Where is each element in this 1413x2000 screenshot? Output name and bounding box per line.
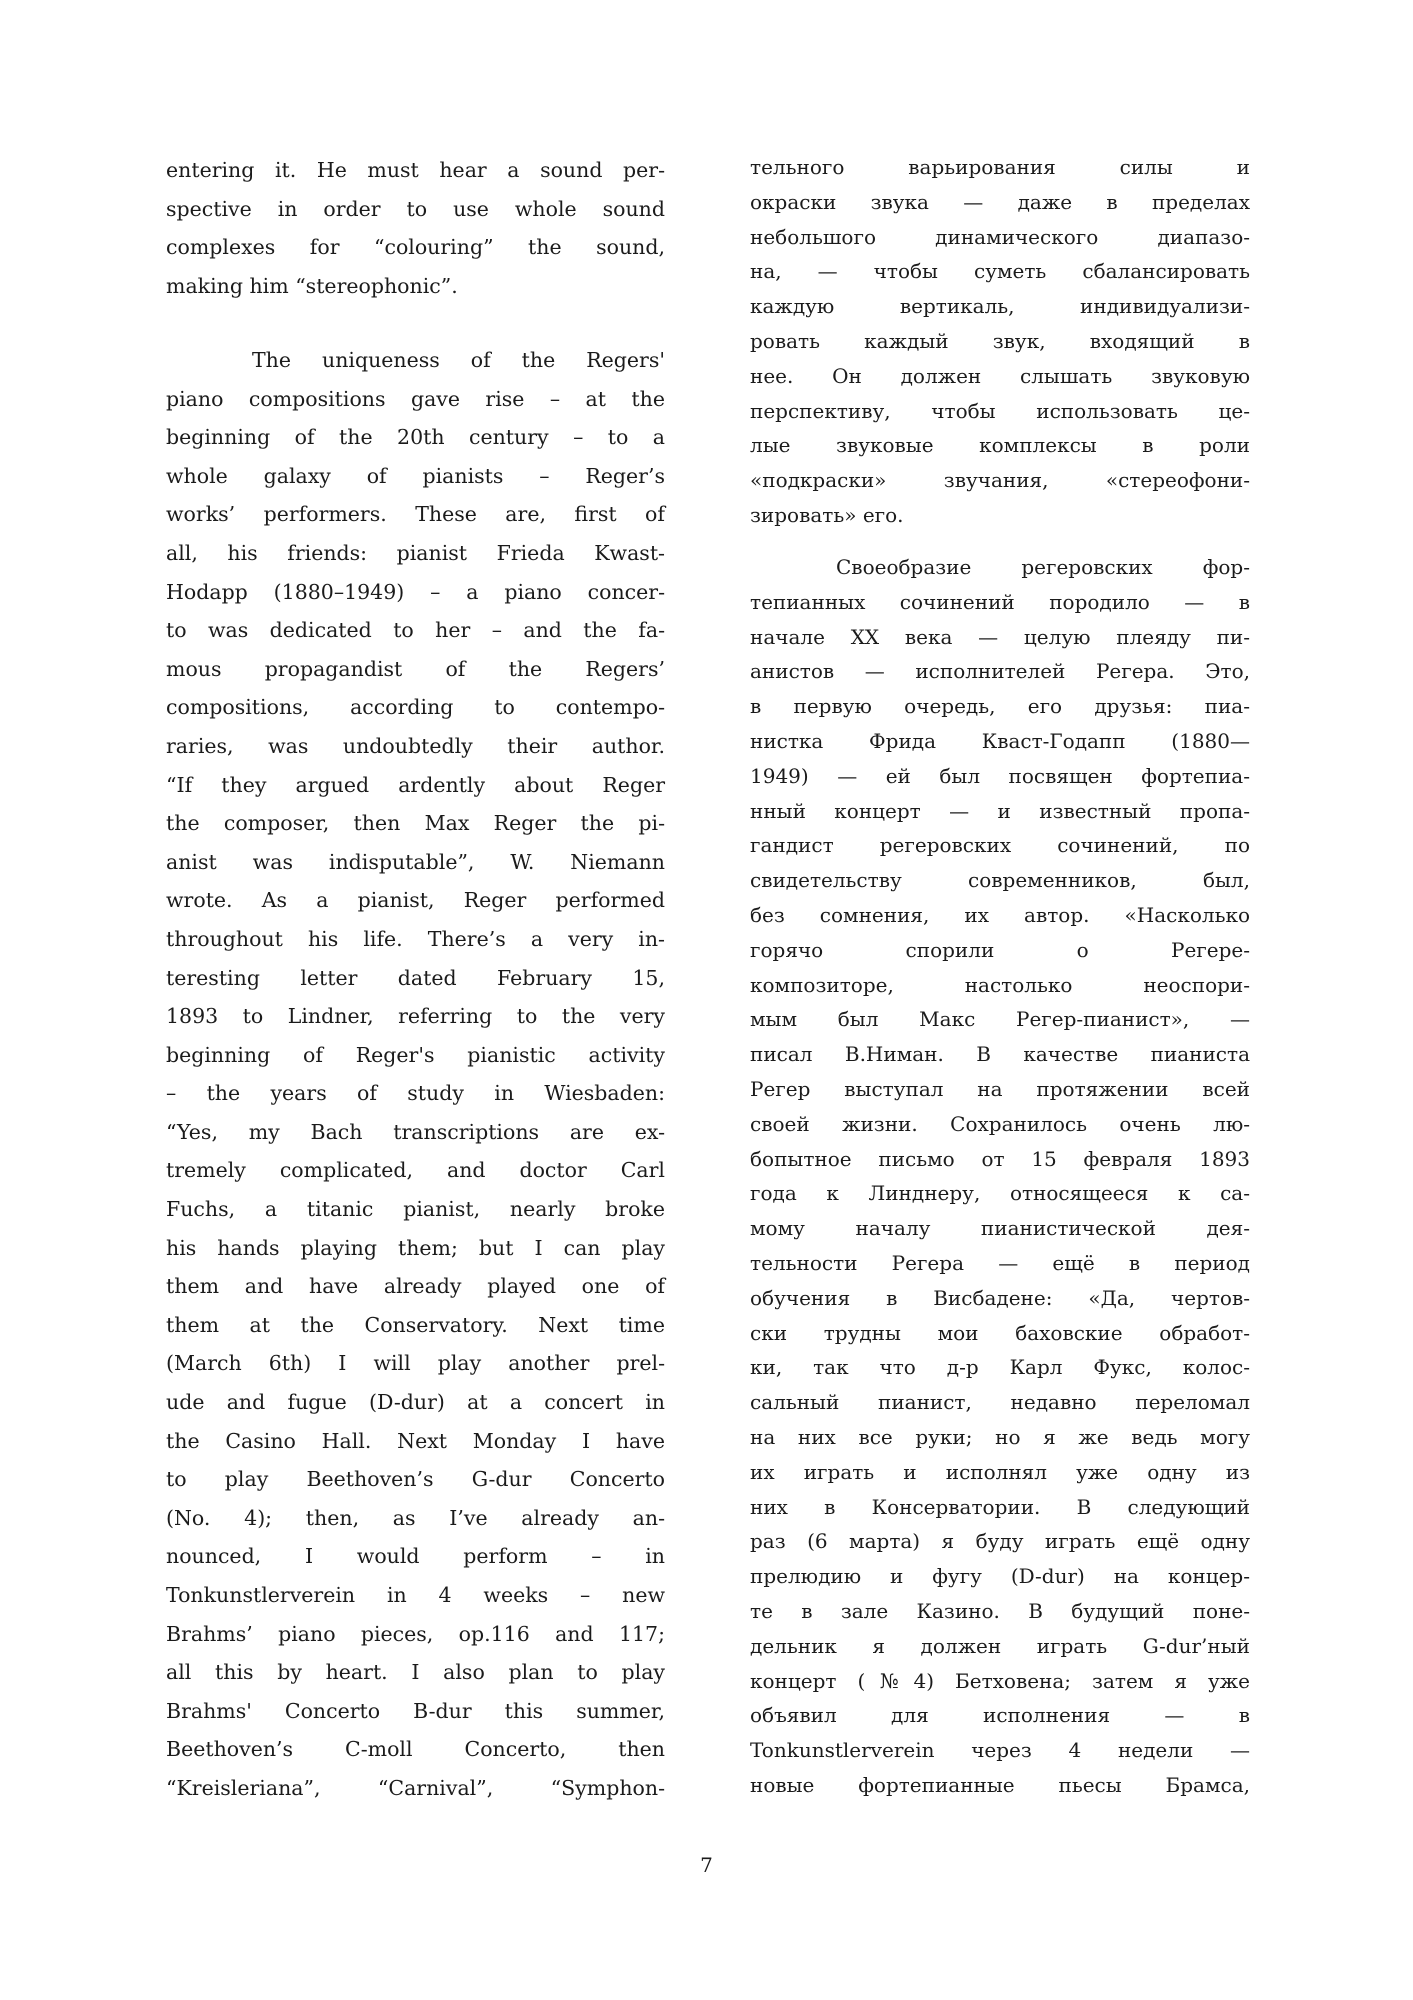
text-line: “If they argued ardently about Reger — [166, 772, 665, 797]
text-line: complexes for “colouring” the sound, — [166, 235, 665, 260]
text-line: all, his friends: pianist Frieda Kwast- — [166, 540, 665, 565]
text-line: обучения в Висбадене: «Да, чертов- — [750, 1285, 1250, 1310]
text-line: объявил для исполнения — в — [750, 1703, 1250, 1728]
text-line: каждую вертикаль, индивидуализи- — [750, 294, 1250, 319]
text-line: his hands playing them; but I can play — [166, 1235, 665, 1260]
text-line: Регер выступал на протяжении всей — [750, 1076, 1250, 1101]
text-line: мым был Макс Регер-пианист», — — [750, 1007, 1250, 1032]
text-line: них в Консерватории. В следующий — [750, 1494, 1250, 1519]
text-line: – the years of study in Wiesbaden: — [166, 1081, 665, 1106]
text-line: на них все руки; но я же ведь могу — [750, 1424, 1250, 1449]
text-line: анистов — исполнителей Регера. Это, — [750, 659, 1250, 684]
text-line: to play Beethoven’s G-dur Concerto — [166, 1467, 665, 1492]
text-line: all this by heart. I also plan to play — [166, 1660, 665, 1685]
text-line: ски трудны мои баховские обработ- — [750, 1320, 1250, 1345]
text-line: nounced, I would perform – in — [166, 1544, 665, 1569]
text-line: tremely complicated, and doctor Carl — [166, 1158, 665, 1183]
text-line: Beethoven’s C-moll Concerto, then — [166, 1737, 665, 1762]
text-line: концерт (№4) Бетховена; затем я уже — [750, 1668, 1250, 1693]
text-line: ки, так что д-р Карл Фукс, колос- — [750, 1355, 1250, 1380]
text-line: гандист регеровских сочинений, по — [750, 833, 1250, 858]
text-line: нее. Он должен слышать звуковую — [750, 363, 1250, 388]
text-line: whole galaxy of pianists – Reger’s — [166, 463, 665, 488]
text-line: them at the Conservatory. Next time — [166, 1312, 665, 1337]
text-line: новые фортепианные пьесы Брамса, — [750, 1772, 1250, 1797]
text-line: начале XX века — целую плеяду пи- — [750, 624, 1250, 649]
text-line: making him “stereophonic”. — [166, 273, 458, 298]
text-line: «подкраски» звучания, «стереофони- — [750, 468, 1250, 493]
text-line: Tonkunstlerverein через 4 недели — — [750, 1738, 1250, 1763]
text-line: ude and fugue (D-dur) at a concert in — [166, 1390, 665, 1415]
paragraph — [750, 550, 1250, 1803]
text-line: в первую очередь, его друзья: пиа- — [750, 694, 1250, 719]
text-line: тепианных сочинений породило — в — [750, 589, 1250, 614]
text-line: Своеобразие регеровских фор- — [836, 555, 1250, 579]
text-line: окраски звука — даже в пределах — [750, 189, 1250, 214]
text-line: сальный пианист, недавно переломал — [750, 1390, 1250, 1415]
text-line: небольшого динамического диапазо- — [750, 224, 1250, 249]
text-line: throughout his life. There’s a very in- — [166, 926, 665, 951]
paragraph — [166, 151, 665, 305]
text-line: wrote. As a pianist, Reger performed — [166, 888, 665, 913]
text-line: те в зале Казино. В будущий поне- — [750, 1598, 1250, 1623]
text-line: на, — чтобы суметь сбалансировать — [750, 259, 1250, 284]
paragraph — [166, 341, 665, 1808]
text-line: beginning of Reger's pianistic activity — [166, 1042, 665, 1067]
text-line: “Kreisleriana”, “Carnival”, “Symphon- — [166, 1775, 665, 1800]
text-line: нистка Фрида Кваст-Годапп (1880— — [750, 728, 1250, 753]
text-line: композиторе, настолько неоспори- — [750, 972, 1250, 997]
text-line: ровать каждый звук, входящий в — [750, 328, 1250, 353]
text-line: дельник я должен играть G-dur’ный — [750, 1633, 1250, 1658]
text-line: Hodapp (1880–1949) – a piano concer- — [166, 579, 665, 604]
text-line: Fuchs, a titanic pianist, nearly broke — [166, 1197, 665, 1222]
text-line: лые звуковые комплексы в роли — [750, 433, 1250, 458]
text-line: works’ performers. These are, first of — [166, 502, 665, 527]
text-line: to was dedicated to her – and the fa- — [166, 618, 665, 643]
text-line: тельного варьирования силы и — [750, 155, 1250, 179]
text-line: mous propagandist of the Regers’ — [166, 656, 665, 681]
text-line: свидетельству современников, был, — [750, 868, 1250, 893]
text-line: нный концерт — и известный пропа- — [750, 798, 1250, 823]
text-line: “Yes, my Bach transcriptions are ex- — [166, 1119, 665, 1144]
text-line: 1893 to Lindner, referring to the very — [166, 1004, 665, 1029]
text-line: прелюдию и фугу (D-dur) на концер- — [750, 1564, 1250, 1589]
text-line: Brahms' Concerto B-dur this summer, — [166, 1698, 665, 1723]
paragraph — [750, 150, 1250, 533]
text-line: The uniqueness of the Regers' — [252, 348, 665, 372]
text-line: Tonkunstlerverein in 4 weeks – new — [166, 1583, 665, 1607]
text-line: teresting letter dated February 15, — [166, 965, 665, 990]
text-line: перспективу, чтобы использовать це- — [750, 398, 1250, 423]
text-line: raries, was undoubtedly their author. — [166, 733, 665, 758]
text-line: своей жизни. Сохранилось очень лю- — [750, 1111, 1250, 1136]
text-line: писал В.Ниман. В качестве пианиста — [750, 1042, 1250, 1067]
text-line: compositions, according to contempo- — [166, 695, 665, 720]
text-line: горячо спорили о Регере- — [750, 937, 1250, 962]
text-line: the composer, then Max Reger the pi- — [166, 811, 665, 836]
text-line: beginning of the 20th century – to a — [166, 425, 665, 450]
text-line: без сомнения, их автор. «Насколько — [750, 902, 1250, 927]
page-number: 7 — [700, 1853, 713, 1877]
text-line: 1949) — ей был посвящен фортепиа- — [750, 763, 1250, 788]
text-line: (March 6th) I will play another prel- — [166, 1351, 665, 1376]
text-line: раз (6 марта) я буду играть ещё одну — [750, 1529, 1250, 1554]
text-line: spective in order to use whole sound — [166, 196, 665, 221]
text-line: мому началу пианистической дея- — [750, 1216, 1250, 1241]
text-line: them and have already played one of — [166, 1274, 665, 1299]
text-line: их играть и исполнял уже одну из — [750, 1459, 1250, 1484]
text-line: зировать» его. — [750, 502, 904, 527]
text-line: Brahms’ piano pieces, op.116 and 117; — [166, 1621, 665, 1646]
text-line: бопытное письмо от 15 февраля 1893 — [750, 1146, 1250, 1171]
text-line: тельности Регера — ещё в период — [750, 1250, 1250, 1275]
text-line: piano compositions gave rise – at the — [166, 386, 665, 411]
text-line: the Casino Hall. Next Monday I have — [166, 1428, 665, 1453]
text-line: anist was indisputable”, W. Niemann — [166, 849, 665, 874]
text-line: entering it. He must hear a sound per- — [166, 158, 665, 182]
text-line: года к Линднеру, относящееся к са- — [750, 1181, 1250, 1206]
text-line: (No. 4); then, as I’ve already an- — [166, 1505, 665, 1530]
